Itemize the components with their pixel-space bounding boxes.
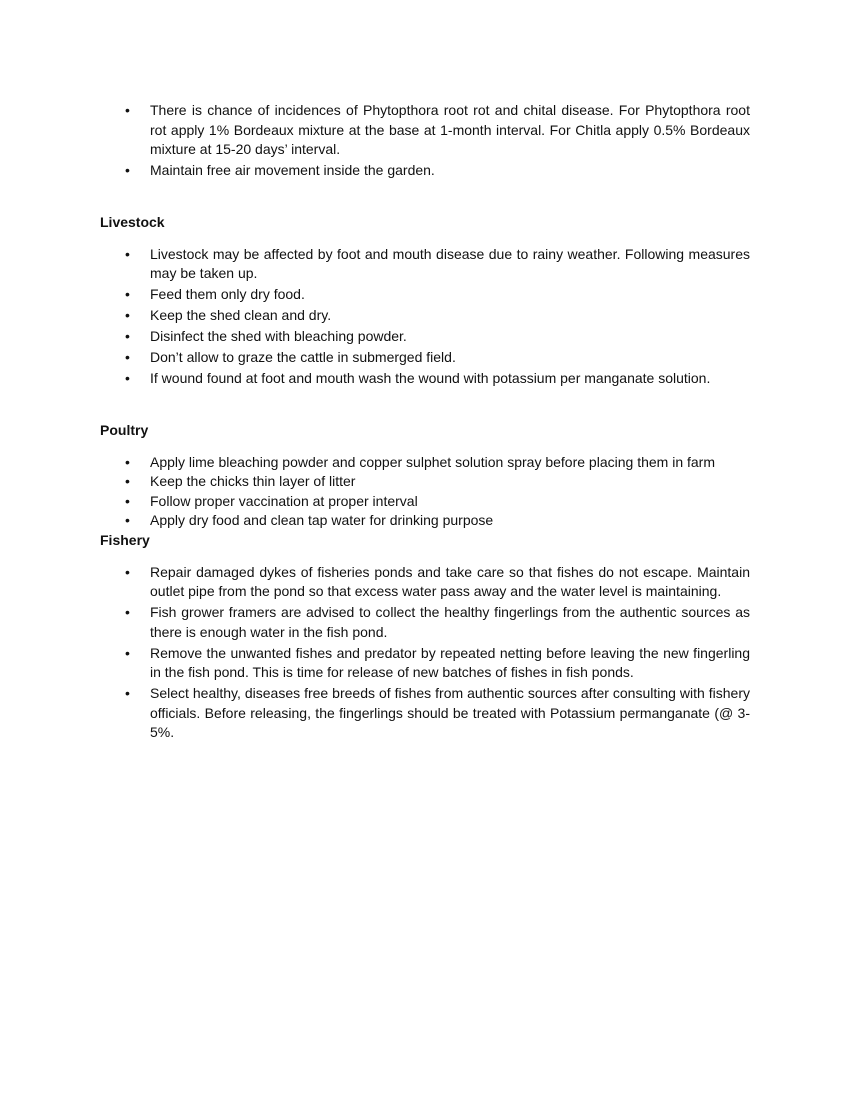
list-item bbox=[100, 511, 750, 531]
bullet-icon: • bbox=[125, 492, 130, 509]
bullet-icon: • bbox=[125, 644, 130, 661]
bullet-icon: • bbox=[125, 563, 130, 580]
bullet-icon: • bbox=[125, 453, 130, 470]
list-item-text: Repair damaged dykes of fisheries ponds and take care so that fishes do not escape. Maintain outlet pipe from the pond so that excess water pass away and the water level is maintaining. bbox=[150, 563, 750, 599]
list-item-text: Keep the shed clean and dry. bbox=[150, 307, 332, 323]
list-item-text: If wound found at foot and mouth wash the wound with potassium per manganate solution. bbox=[150, 370, 711, 386]
list-item bbox=[100, 306, 750, 326]
list-item bbox=[100, 245, 750, 284]
list-item-text: Apply lime bleaching powder and copper sulphet solution spray before placing them in farm bbox=[150, 453, 715, 470]
fishery-list bbox=[100, 563, 750, 743]
bullet-icon: • bbox=[125, 370, 130, 386]
list-item-text: Remove the unwanted fishes and predator by repeated netting before leaving the new fingerling in the fish pond. This is time for release of new batches of fishes in fish ponds. bbox=[150, 644, 750, 680]
list-item-text: Follow proper vaccination at proper interval bbox=[150, 492, 418, 509]
list-item-text: Livestock may be affected by foot and mouth disease due to rainy weather. Following measures may be taken up. bbox=[150, 245, 750, 281]
poultry-heading: Poultry bbox=[100, 421, 149, 438]
list-item bbox=[100, 644, 750, 683]
list-item-text: Apply dry food and clean tap water for drinking purpose bbox=[150, 512, 494, 528]
document-content bbox=[100, 101, 750, 743]
list-item-text: Maintain free air movement inside the garden. bbox=[150, 162, 435, 178]
bullet-icon: • bbox=[125, 685, 130, 701]
bullet-icon: • bbox=[125, 286, 130, 302]
bullet-icon: • bbox=[125, 349, 130, 365]
list-item bbox=[100, 327, 750, 347]
list-item-text: Fish grower framers are advised to collect the healthy fingerlings from the authentic sources as there is enough water in the fish pond. bbox=[150, 604, 750, 640]
livestock-list bbox=[100, 245, 750, 389]
list-item-text: Select healthy, diseases free breeds of fishes from authentic sources after consulting with fishery officials. Before releasing, the fingerlings should be treated with Potassium permanganate (@ 3-5%. bbox=[150, 685, 750, 740]
list-item bbox=[100, 563, 750, 602]
list-item bbox=[100, 684, 750, 743]
list-item bbox=[100, 348, 750, 368]
list-item-text: There is chance of incidences of Phytopthora root rot and chital disease. For Phytopthora root rot apply 1% Bordeaux mixture at the base at 1-month interval. For Chitla apply 0.5% Bordeaux mixture at 15-20 days’ interval. bbox=[150, 102, 750, 157]
list-item bbox=[100, 369, 750, 389]
list-item bbox=[100, 285, 750, 305]
list-item bbox=[100, 453, 750, 473]
bullet-icon: • bbox=[125, 328, 130, 344]
intro-list bbox=[100, 101, 750, 181]
bullet-icon: • bbox=[125, 245, 130, 262]
livestock-heading: Livestock bbox=[100, 213, 165, 230]
bullet-icon: • bbox=[125, 102, 130, 118]
bullet-icon: • bbox=[125, 604, 130, 620]
fishery-heading: Fishery bbox=[100, 531, 150, 548]
list-item-text: Feed them only dry food. bbox=[150, 286, 305, 302]
bullet-icon: • bbox=[125, 512, 130, 528]
poultry-list bbox=[100, 453, 750, 531]
bullet-icon: • bbox=[125, 162, 130, 178]
list-item bbox=[100, 492, 750, 512]
list-item bbox=[100, 472, 750, 492]
list-item-text: Don’t allow to graze the cattle in submerged field. bbox=[150, 349, 456, 365]
list-item bbox=[100, 603, 750, 642]
list-item bbox=[100, 101, 750, 160]
list-item-text: Keep the chicks thin layer of litter bbox=[150, 473, 356, 489]
bullet-icon: • bbox=[125, 307, 130, 323]
list-item bbox=[100, 161, 750, 181]
list-item-text: Disinfect the shed with bleaching powder. bbox=[150, 328, 407, 344]
bullet-icon: • bbox=[125, 473, 130, 489]
